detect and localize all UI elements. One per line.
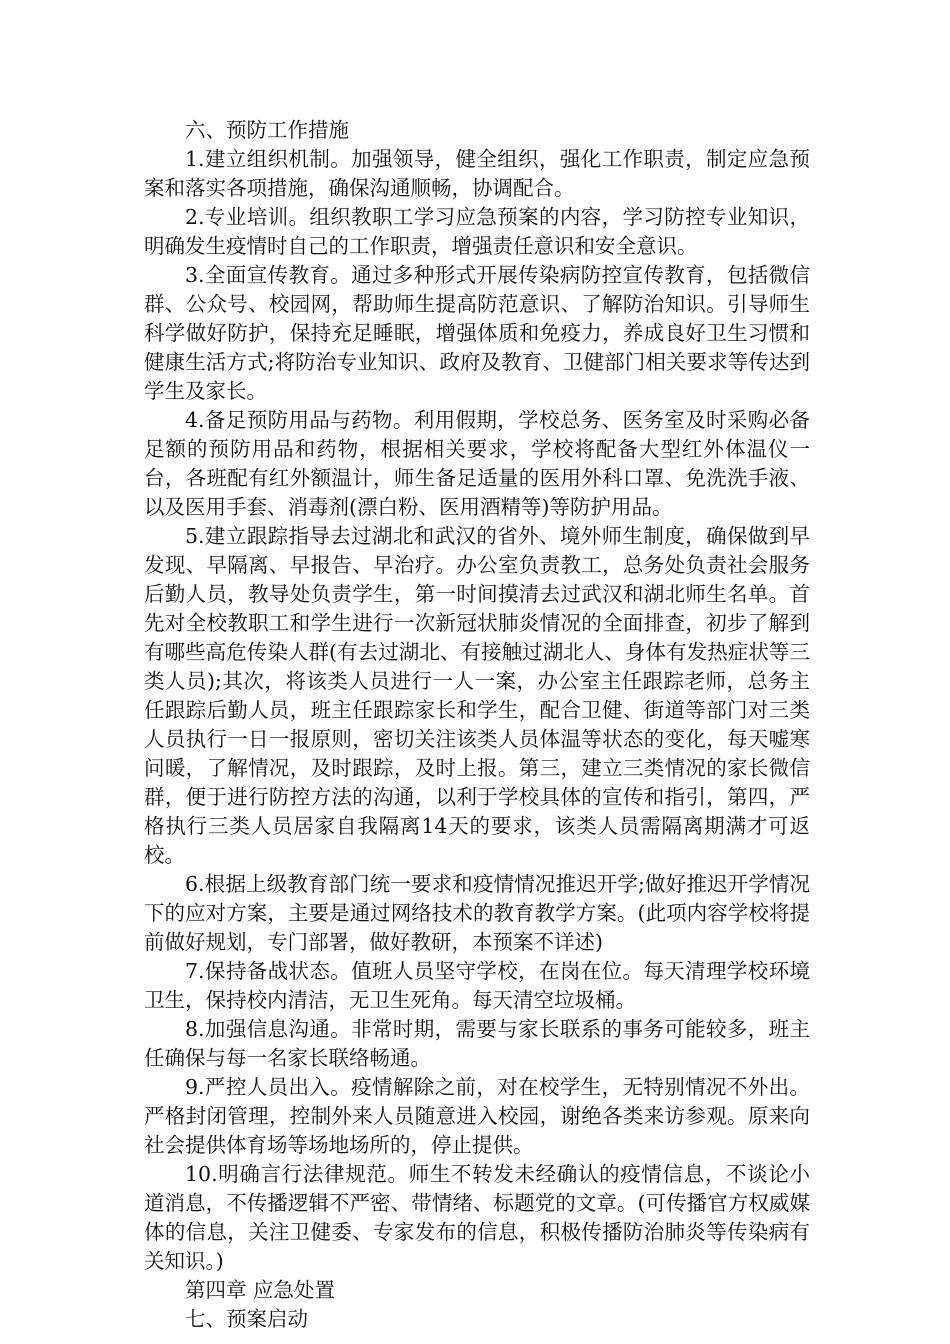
section-heading: 六、预防工作措施 [185, 118, 349, 142]
paragraph-publicity: 3.全面宣传教育。通过多种形式开展传染病防控宣传教育，包括微信群、公众号、校园网，帮助师生提高防范意识、了解防治知识。引导师生科学做好防护，保持充足睡眠，增强体质和免疫力，养成良好卫生习惯和健康生活方式;将防治专业知识、政府及教育、卫健部门相关要求等传达到学生及家长。 [144, 263, 810, 403]
paragraph-communication: 8.加强信息沟通。非常时期，需要与家长联系的事务可能较多，班主任确保与每一名家长联络畅通。 [144, 1017, 810, 1070]
sub-heading: 七、预案启动 [185, 1307, 308, 1331]
paragraph-access-control: 9.严控人员出入。疫情解除之前，对在校学生，无特别情况不外出。严格封闭管理，控制外来人员随意进入校园，谢绝各类来访参观。原来向社会提供体育场等场地场所的，停止提供。 [144, 1075, 810, 1157]
paragraph-supplies: 4.备足预防用品与药物。利用假期，学校总务、医务室及时采购必备足额的预防用品和药物，根据相关要求，学校将配备大型红外体温仪一台，各班配有红外额温计，师生备足适量的医用外科口罩、免洗洗手液、以及医用手套、消毒剂(漂白粉、医用酒精等)等防护用品。 [144, 408, 810, 519]
paragraph-tracking: 5.建立跟踪指导去过湖北和武汉的省外、境外师生制度，确保做到早发现、早隔离、早报告、早治疗。办公室负责教工，总务处负责社会服务后勤人员，教导处负责学生，第一时间摸清去过武汉和湖北师生名单。首先对全校教职工和学生进行一次新冠状肺炎情况的全面排查，初步了解到有哪些高危传染人群(有去过湖北、有接触过湖北人、身体有发热症状等三类人员);其次，将该类人员进行一人一案，办公室主任跟踪老师，总务主任跟踪后勤人员，班主任跟踪家长和学生，配合卫健、街道等部门对三类人员执行一日一报原则，密切关注该类人员体温等状态的变化，每天嘘寒问暖，了解情况，及时跟踪，及时上报。第三，建立三类情况的家长微信群，便于进行防控方法的沟通，以利于学校具体的宣传和指引，第四，严格执行三类人员居家自我隔离14天的要求，该类人员需隔离期满才可返校。 [144, 524, 810, 867]
paragraph-readiness: 7.保持备战状态。值班人员坚守学校，在岗在位。每天清理学校环境卫生，保持校内清洁，无卫生死角。每天清空垃圾桶。 [144, 959, 810, 1012]
paragraph-delay-school: 6.根据上级教育部门统一要求和疫情情况推迟开学;做好推迟开学情况下的应对方案，主要是通过网络技术的教育教学方案。(此项内容学校将提前做好规划，专门部署，做好教研，本预案不详述) [144, 872, 810, 954]
paragraph-conduct: 10.明确言行法律规范。师生不转发未经确认的疫情信息，不谈论小道消息，不传播逻辑不严密、带情绪、标题党的文章。(可传播官方权威媒体的信息，关注卫健委、专家发布的信息，积极传播防治肺炎等传染病有关知识。) [144, 1162, 810, 1273]
paragraph-organization: 1.建立组织机制。加强领导，健全组织，强化工作职责，制定应急预案和落实各项措施，确保沟通顺畅，协调配合。 [144, 147, 810, 200]
paragraph-training: 2.专业培训。组织教职工学习应急预案的内容，学习防控专业知识，明确发生疫情时自己的工作职责，增强责任意识和安全意识。 [144, 205, 810, 258]
chapter-heading: 第四章 应急处置 [185, 1278, 336, 1302]
document-page [144, 116, 810, 1334]
